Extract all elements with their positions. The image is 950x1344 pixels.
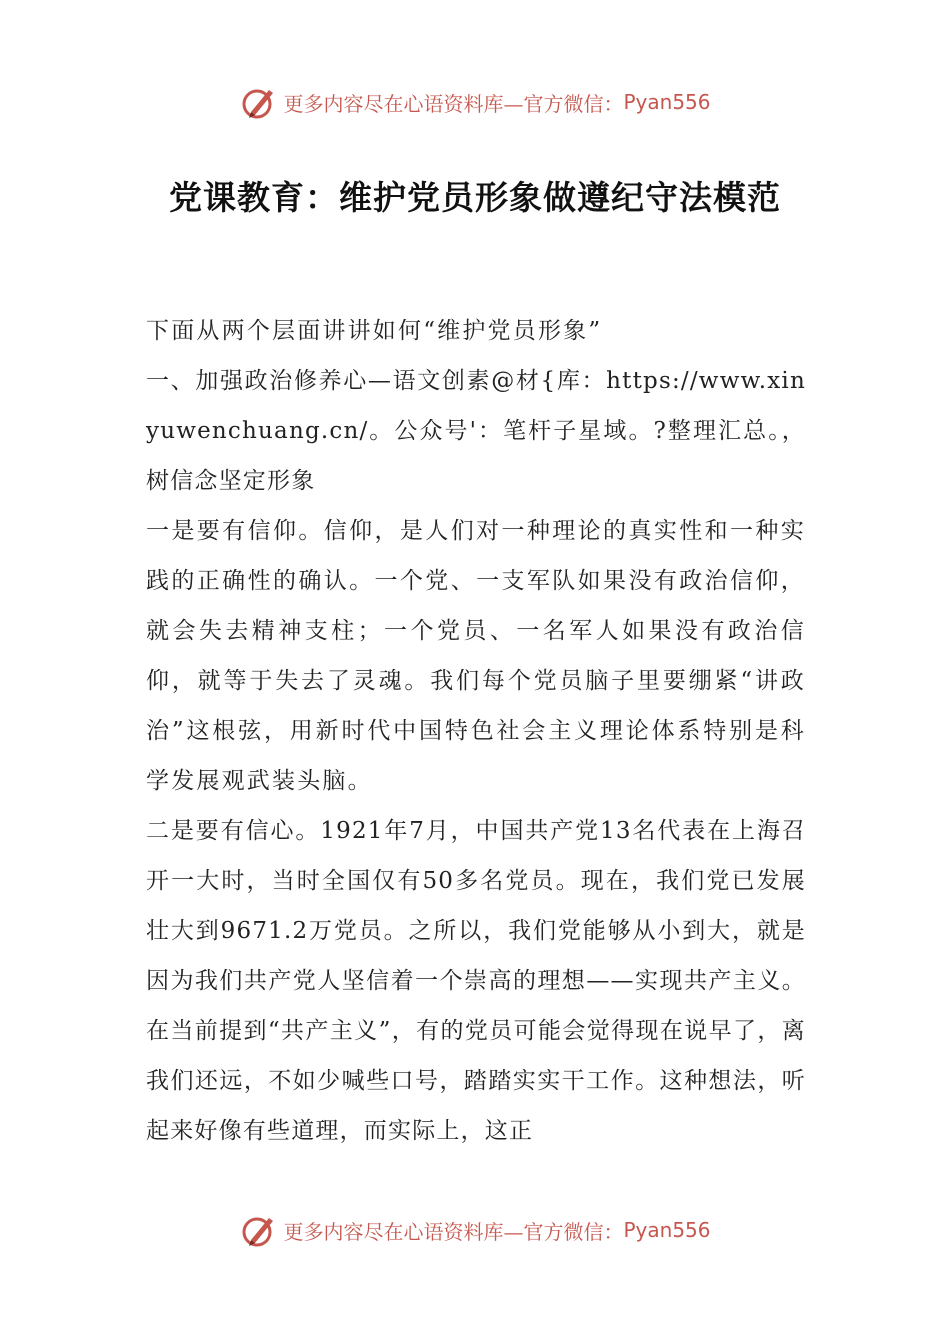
banner-wechat-id: Pyan556 [623,90,711,114]
banner-text: 更多内容尽在心语资料库—官方微信： [283,91,624,116]
paragraph-confidence: 二是要有信心。1921年7月，中国共产党13名代表在上海召开一大时，当时全国仅有50多名党员。现在，我们党已发展壮大到9671.2万党员。之所以，我们党能够从小到大，就是因为我们共产党人坚信着一个崇高的理想——实现共产主义。在当前提到“共产主义”，有的党员可能会觉得现在说早了，离我们还远，不如少喊些口号，踏踏实实干工作。这种想法，听起来好像有些道理，而实际上，这正 [146,818,806,1144]
paragraph-intro: 下面从两个层面讲讲如何“维护党员形象” [146,318,603,344]
banner-text: 更多内容尽在心语资料库—官方微信： [283,1219,624,1244]
header-banner [0,80,950,124]
pen-logo-icon [239,82,279,122]
page-title: 党课教育：维护党员形象做遵纪守法模范 [169,178,781,217]
banner-wechat-id: Pyan556 [623,1218,711,1242]
footer-banner [0,1208,950,1252]
document-body [146,306,806,1156]
pen-logo-icon [239,1210,279,1250]
paragraph-faith: 一是要有信仰。信仰，是人们对一种理论的真实性和一种实践的正确性的确认。一个党、一支军队如果没有政治信仰，就会失去精神支柱；一个党员、一名军人如果没有政治信仰，就等于失去了灵魂。我们每个党员脑子里要绷紧“讲政治”这根弦，用新时代中国特色社会主义理论体系特别是科学发展观武装头脑。 [146,518,806,794]
paragraph-section-one-heading: 一、加强政治修养心—语文创素@材{库：https://www.xinyuwenchuang.cn/。公众号'：笔杆子星域。?整理汇总。，树信念坚定形象 [146,368,806,494]
